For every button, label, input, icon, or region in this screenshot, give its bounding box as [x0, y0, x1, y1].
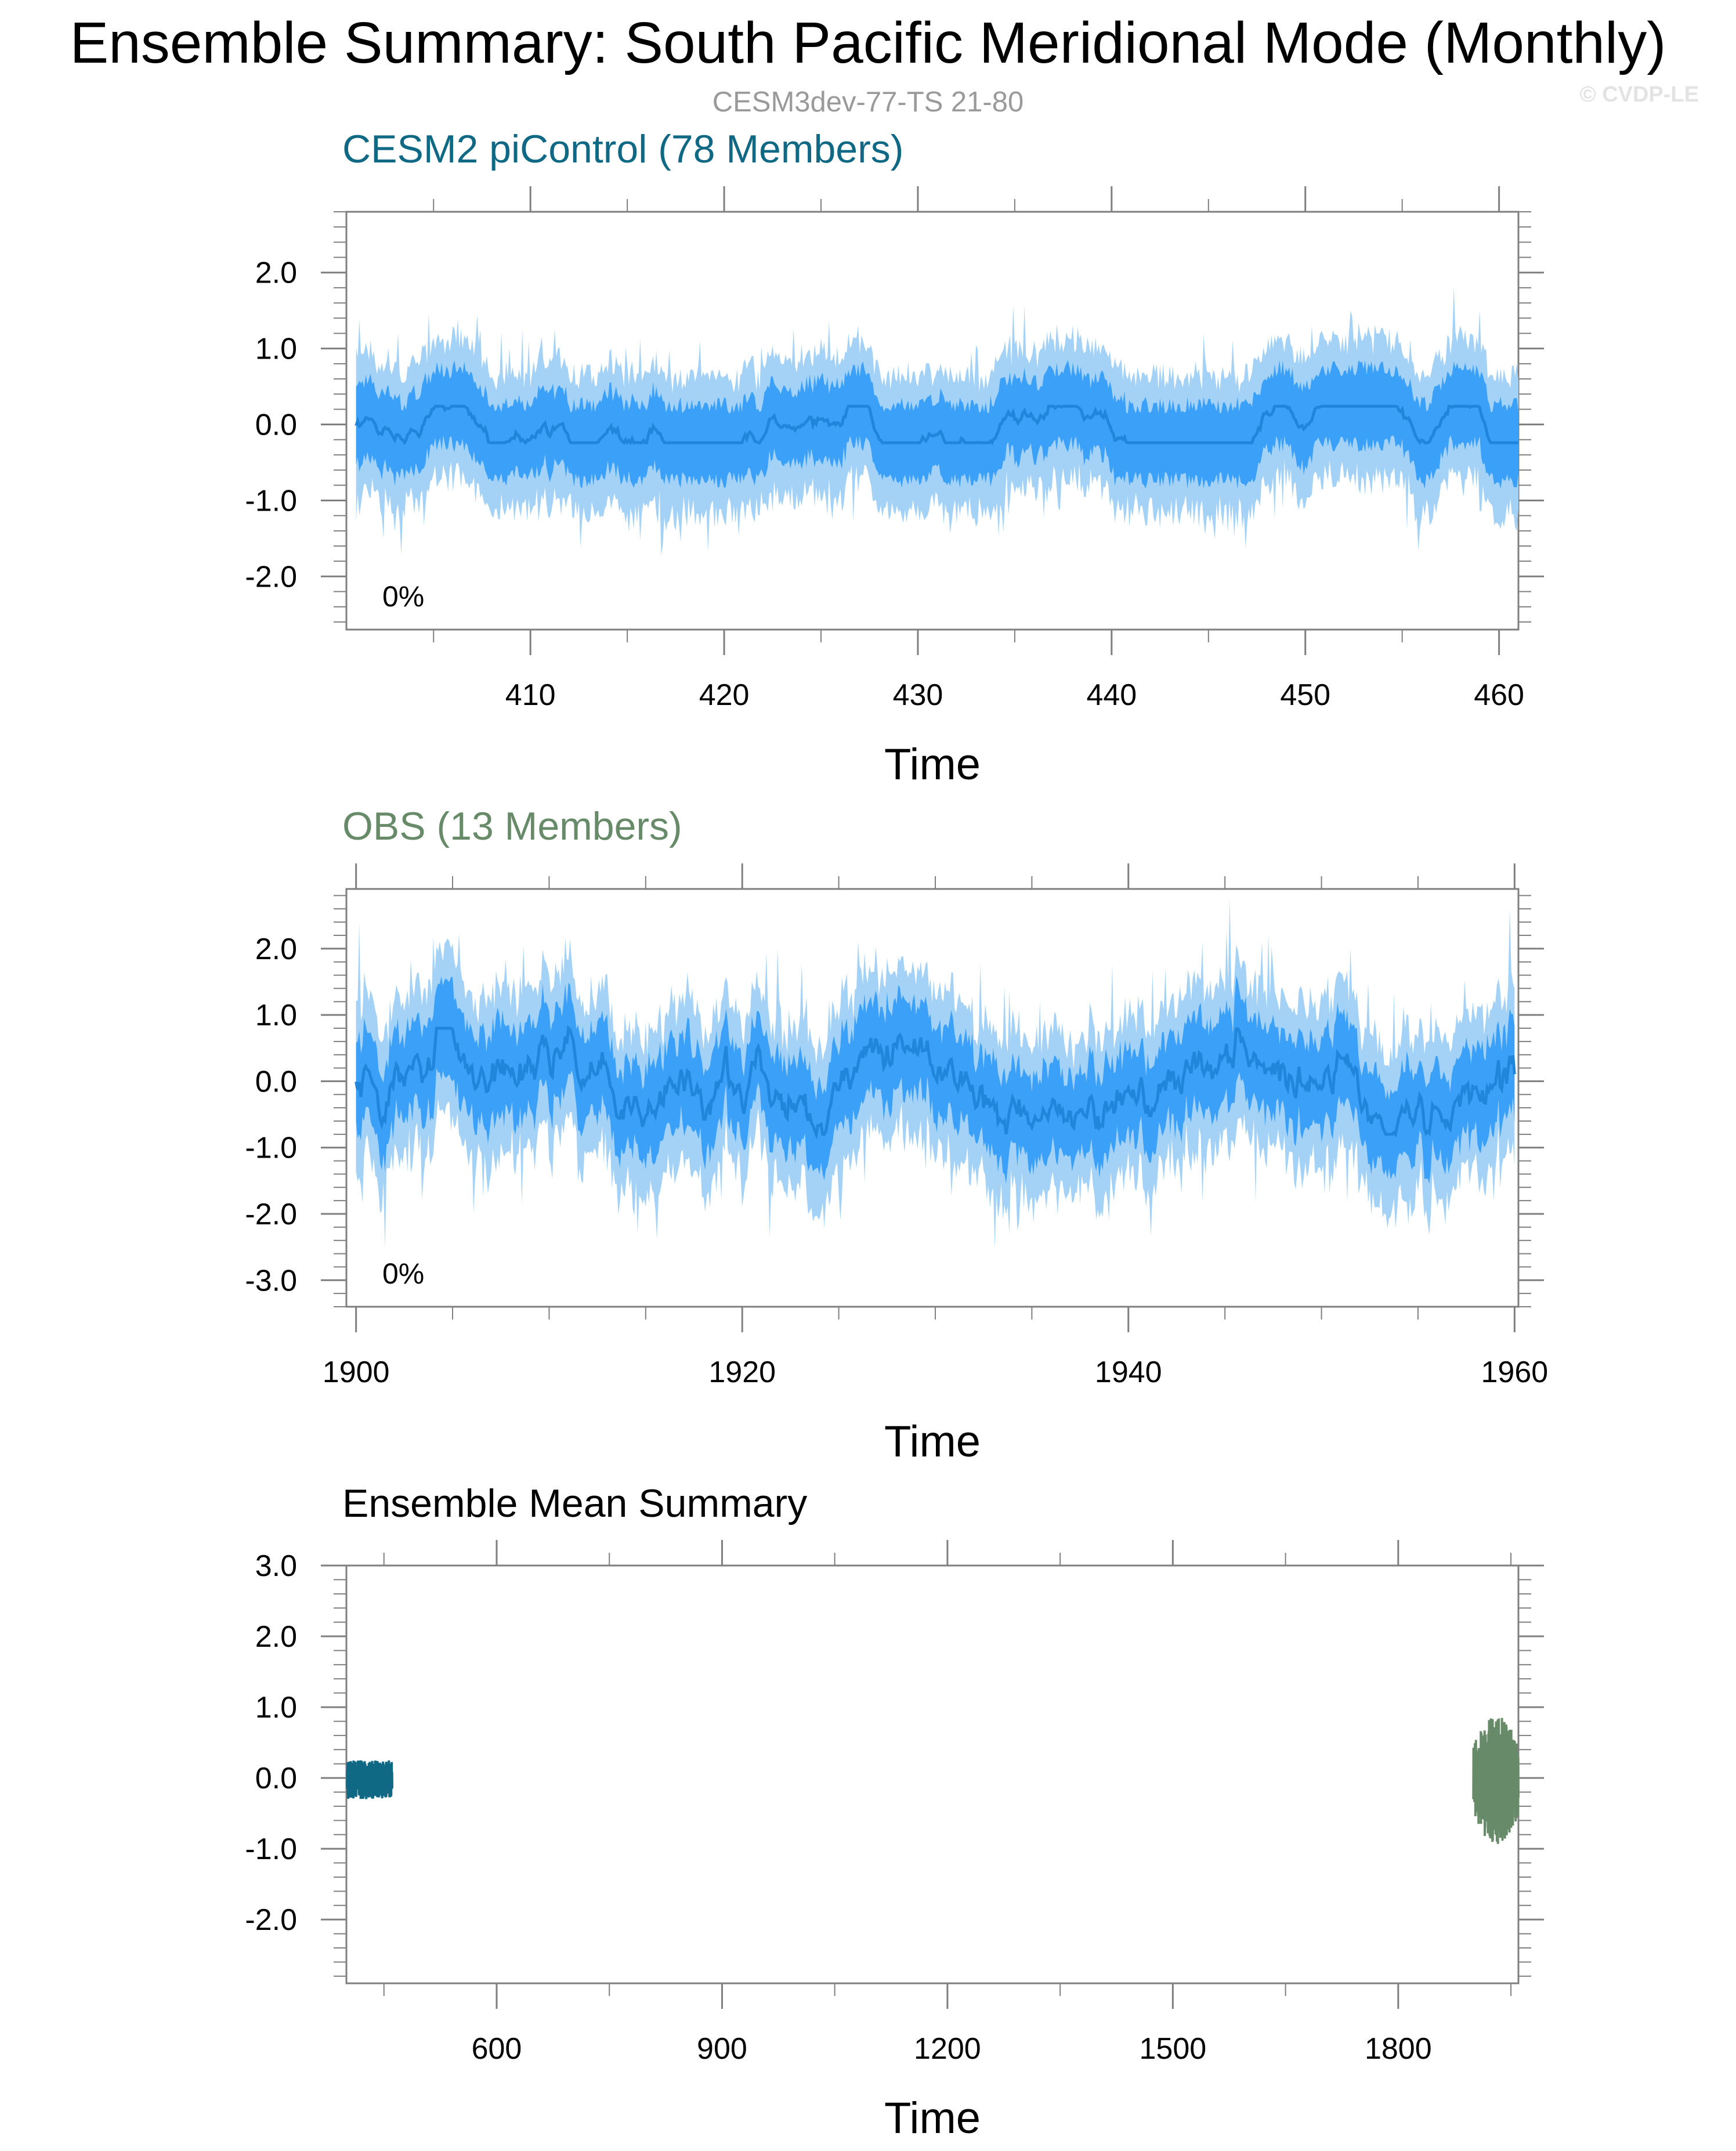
x-tick-label: 450: [1280, 678, 1331, 712]
y-tick-label: 0.0: [255, 408, 297, 442]
y-tick-label: 2.0: [255, 256, 297, 290]
y-tick-label: 0.0: [255, 1762, 297, 1796]
x-tick-label: 1920: [708, 1355, 776, 1389]
panel-title-obs: OBS (13 Members): [342, 804, 682, 848]
panel-2-frame: [346, 1566, 1518, 1983]
x-tick-label: 1500: [1139, 2032, 1207, 2066]
y-tick-label: 2.0: [255, 932, 297, 966]
x-tick-label: 410: [505, 678, 556, 712]
copyright-watermark: © CVDP-LE: [1579, 82, 1699, 107]
x-axis-label: Time: [884, 740, 981, 789]
y-tick-label: 0.0: [255, 1065, 297, 1099]
y-tick-label: -2.0: [245, 1198, 297, 1231]
x-tick-label: 1960: [1481, 1355, 1549, 1389]
summary-series-obs: [1473, 1718, 1518, 1844]
y-tick-label: -1.0: [245, 1832, 297, 1867]
panel-title-ensemble-mean: Ensemble Mean Summary: [342, 1481, 808, 1525]
x-tick-label: 430: [892, 678, 943, 712]
panel-2-axes: [245, 1540, 1544, 2143]
x-tick-label: 1800: [1364, 2032, 1432, 2066]
y-tick-label: 2.0: [255, 1620, 297, 1654]
x-tick-label: 420: [699, 678, 750, 712]
x-tick-label: 1940: [1094, 1355, 1162, 1389]
panel-0-percent-annotation: 0%: [382, 580, 425, 613]
x-tick-label: 600: [471, 2032, 522, 2066]
x-tick-label: 460: [1474, 678, 1524, 712]
summary-series-cesm2: [347, 1760, 392, 1799]
y-tick-label: -1.0: [245, 1131, 297, 1165]
y-tick-label: 1.0: [255, 332, 297, 366]
x-axis-label: Time: [884, 1417, 981, 1466]
y-tick-label: -1.0: [245, 484, 297, 518]
y-tick-label: 3.0: [255, 1549, 297, 1583]
y-tick-label: -2.0: [245, 1903, 297, 1937]
x-tick-label: 440: [1086, 678, 1137, 712]
x-tick-label: 1200: [914, 2032, 981, 2066]
y-tick-label: -2.0: [245, 560, 297, 594]
x-axis-label: Time: [884, 2094, 981, 2143]
panel-1-percent-annotation: 0%: [382, 1257, 425, 1290]
figure-title: Ensemble Summary: South Pacific Meridional Mode (Monthly): [70, 10, 1666, 75]
x-tick-label: 900: [697, 2032, 747, 2066]
y-tick-label: 1.0: [255, 999, 297, 1033]
y-tick-label: -3.0: [245, 1264, 297, 1298]
x-tick-label: 1900: [322, 1355, 390, 1389]
y-tick-label: 1.0: [255, 1691, 297, 1725]
figure-subtitle: CESM3dev-77-TS 21-80: [712, 86, 1024, 118]
panel-title-cesm2: CESM2 piControl (78 Members): [342, 127, 904, 171]
